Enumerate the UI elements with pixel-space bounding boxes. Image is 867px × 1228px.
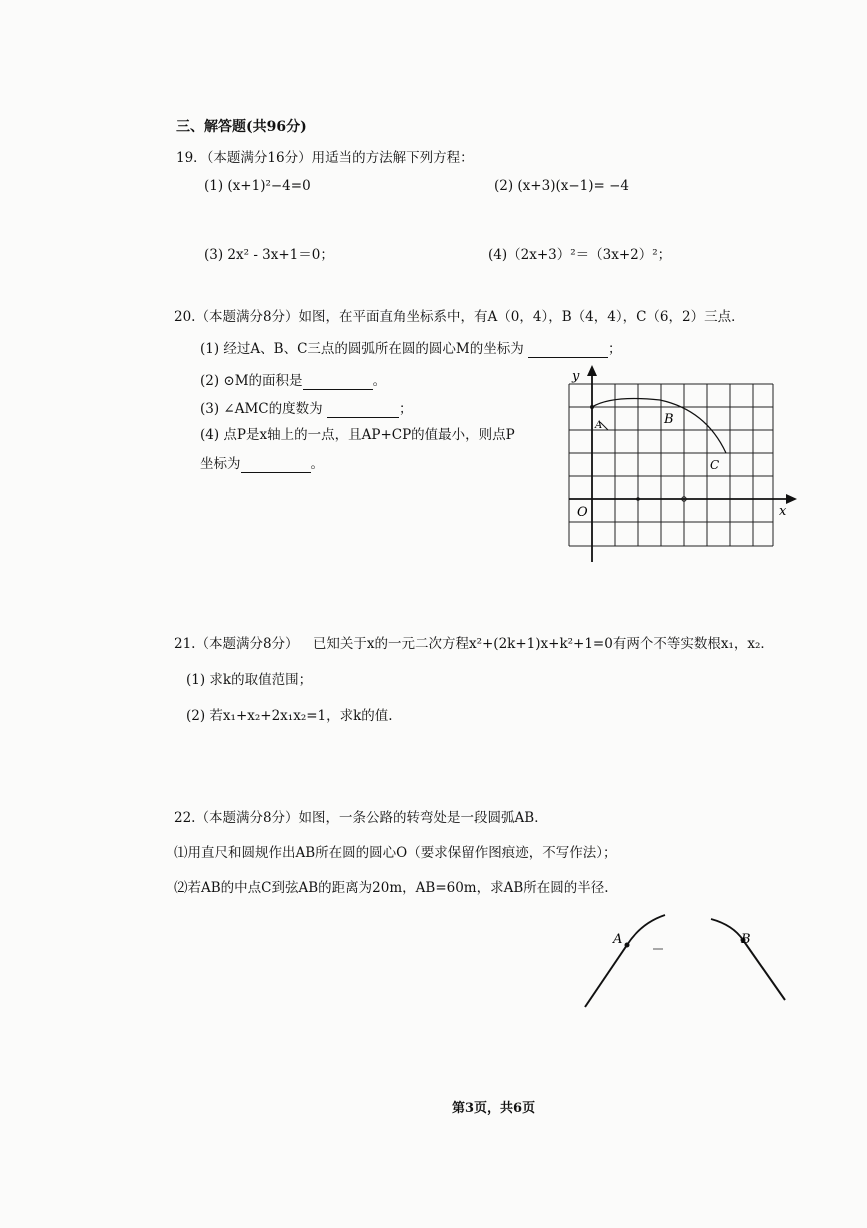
q20-part2 — [200, 369, 386, 390]
q20-part1-text: (1) 经过A、B、C三点的圆弧所在圆的圆心M的坐标为 — [200, 341, 524, 357]
q20-part4-line2 — [200, 452, 324, 473]
section-title: 三、解答题(共96分) — [176, 119, 307, 135]
y-axis-label: y — [572, 369, 580, 384]
q20-coordinate-grid — [560, 362, 800, 570]
q20-part2-text: (2) ⊙M的面积是 — [200, 373, 303, 389]
q22-part1: ⑴用直尺和圆规作出AB所在圆的圆心O（要求保留作图痕迹，不写作法）； — [174, 845, 617, 861]
q20-part1-end: ； — [608, 341, 622, 357]
q20-part4-line1: (4) 点P是x轴上的一点，且AP+CP的值最小，则点P — [200, 427, 515, 443]
x-axis-label: x — [779, 504, 787, 519]
q21-part1: (1) 求k的取值范围； — [186, 672, 313, 688]
answer-blank — [327, 401, 399, 418]
point-b-label: B — [664, 412, 674, 427]
q19-part3: (3) 2x² - 3x+1＝0； — [204, 247, 334, 263]
q20-part3-text: (3) ∠AMC的度数为 — [200, 401, 323, 417]
q20-part4-end: 。 — [310, 456, 324, 472]
answer-blank — [528, 341, 608, 358]
answer-blank — [303, 373, 373, 390]
road-point-a-label: A — [613, 932, 623, 947]
q22-road-figure — [575, 905, 795, 1015]
point-c-label: C — [710, 458, 720, 472]
q21-part2: (2) 若x₁+x₂+2x₁x₂=1，求k的值. — [186, 708, 393, 724]
q19-part2: (2) (x+3)(x−1)= −4 — [494, 178, 630, 194]
q20-part4-text: 坐标为 — [200, 456, 241, 472]
q19-part1: (1) (x+1)²−4=0 — [204, 178, 311, 194]
q20-stem: 20.（本题满分8分）如图，在平面直角坐标系中，有A（0，4），B（4，4），C（6，2）三点． — [174, 309, 745, 325]
q22-part2: ⑵若AB的中点C到弦AB的距离为20m，AB=60m，求AB所在圆的半径. — [174, 880, 609, 896]
q20-part1 — [200, 337, 622, 358]
road-point-b-label: B — [741, 932, 751, 947]
point-a-label: A — [595, 420, 603, 431]
q19-part4: (4)（2x+3）²＝（3x+2）²； — [488, 247, 672, 263]
q20-part2-end: 。 — [372, 373, 387, 389]
q21-stem — [174, 632, 774, 652]
page-number: 第3页，共6页 — [452, 1101, 536, 1116]
q20-part3-end: ； — [398, 401, 413, 417]
answer-blank — [241, 456, 311, 473]
q21-stem-text: 已知关于x的一元二次方程x²+(2k+1)x+k²+1=0有两个不等实数根x₁，x₂． — [312, 636, 774, 652]
q20-part3 — [200, 397, 412, 418]
q19-stem: 19．（本题满分16分）用适当的方法解下列方程： — [176, 150, 474, 166]
q21-stem-heading: 21.（本题满分8分） — [174, 636, 299, 652]
q22-stem: 22.（本题满分8分）如图，一条公路的转弯处是一段圆弧AB． — [174, 810, 548, 826]
origin-label: O — [577, 505, 588, 520]
